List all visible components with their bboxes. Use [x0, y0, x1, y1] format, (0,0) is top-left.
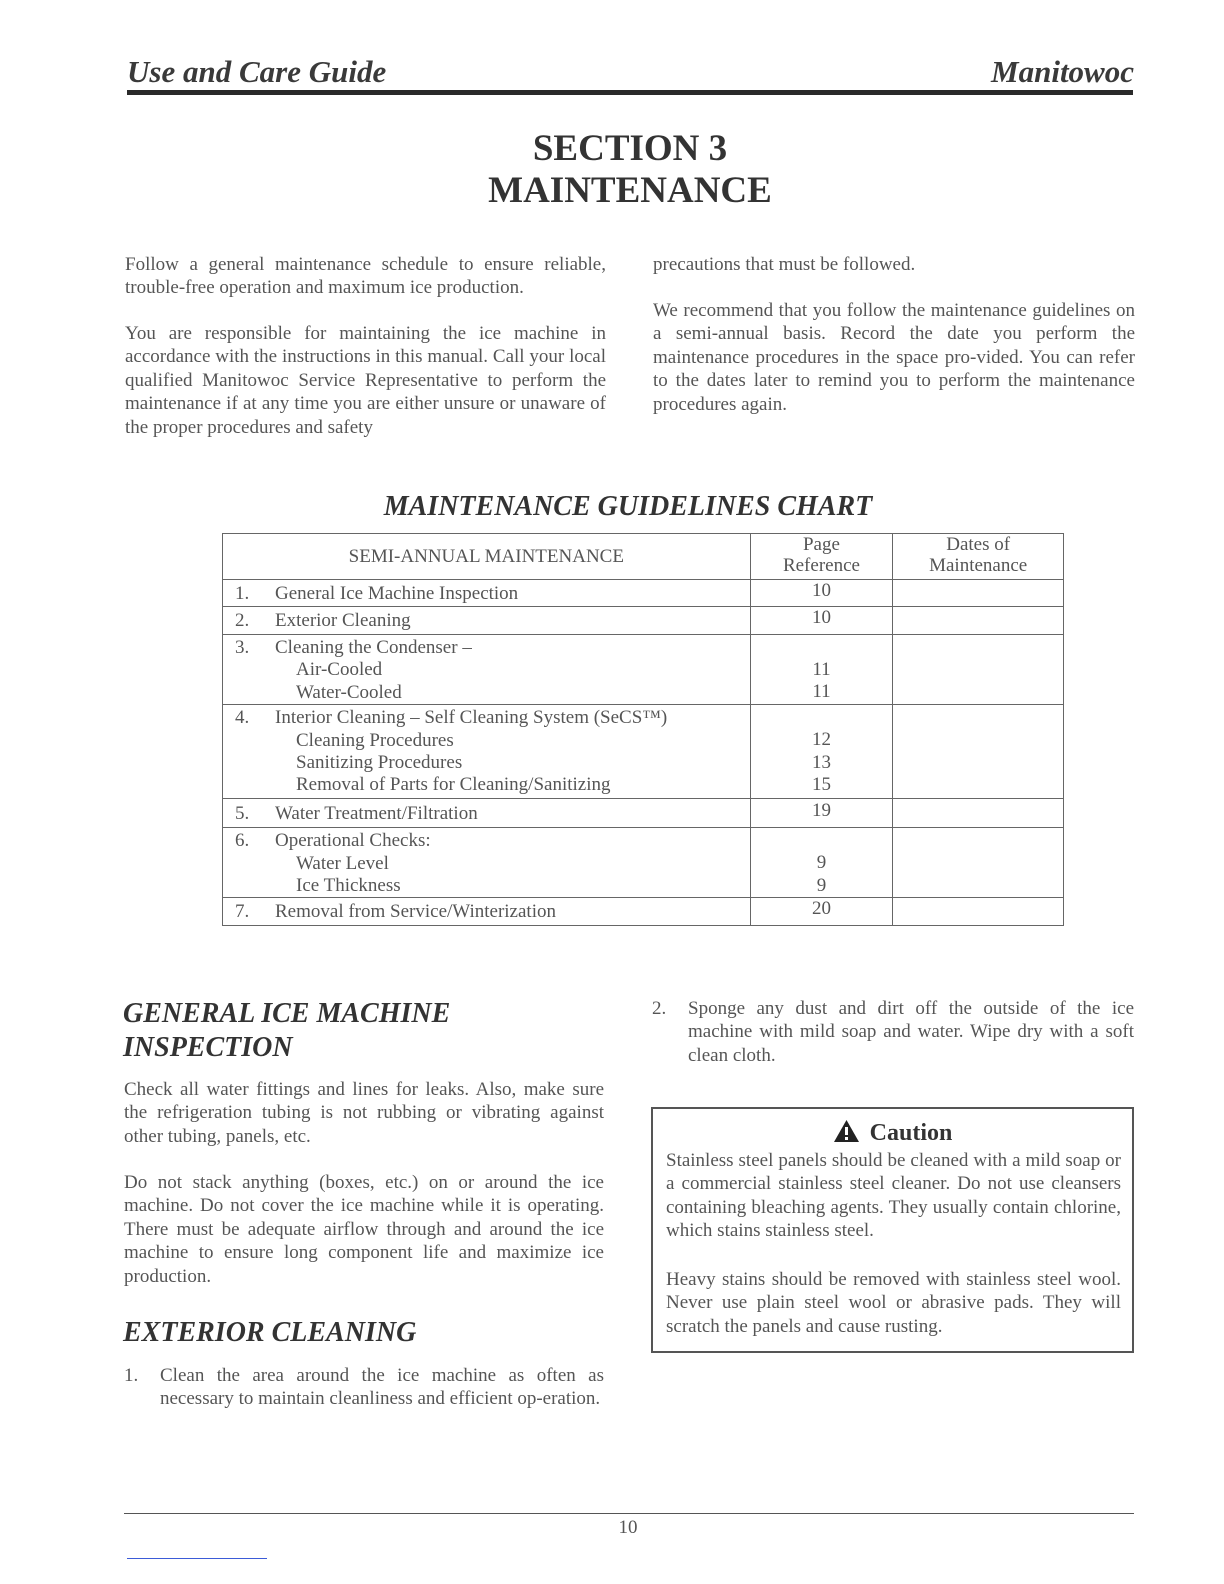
footer-blue-line [127, 1558, 267, 1559]
column-header-dates [893, 534, 1064, 580]
row-page-ref: 20 [811, 898, 831, 920]
row-task: Water Treatment/Filtration [275, 803, 478, 825]
row-date-cell [893, 580, 1064, 607]
inspection-paragraph-1: Check all water fittings and lines for leaks. Also, make sure the refrigeration tubing is not rubbing or vibrating against other tubing, panels, etc. [124, 1079, 604, 1147]
row-number: 1. [235, 583, 250, 604]
table-row [223, 607, 1064, 635]
row-date-cell [893, 828, 1064, 898]
inspection-heading-line2: INSPECTION [123, 1032, 293, 1063]
exterior-heading: EXTERIOR CLEANING [123, 1317, 417, 1348]
exterior-item1-number: 1. [124, 1365, 139, 1386]
row-task: General Ice Machine Inspection [275, 583, 519, 604]
row-page-ref: 9 [816, 874, 827, 896]
header-rule [127, 90, 1133, 95]
column-header-task: SEMI-ANNUAL MAINTENANCE [223, 534, 751, 580]
inspection-heading-line1: GENERAL ICE MACHINE [123, 998, 451, 1029]
intro-paragraph-2: You are responsible for maintaining the ice machine in accordance with the instructions in this manual. Call your local qualified Manitowoc Service Representative to perform the maintenance if at any time you are either unsure or unaware of the proper procedures and safety [125, 323, 606, 438]
row-number: 6. [235, 830, 250, 852]
row-date-cell [893, 705, 1064, 799]
column-header-page [750, 534, 893, 580]
exterior-item2-text: Sponge any dust and dirt off the outside of the ice machine with mild soap and water. Wipe dry with a soft clean cloth. [688, 998, 1134, 1066]
caution-paragraph-1: Stainless steel panels should be cleaned with a mild soap or a commercial stainless steel cleaner. Do not use cleansers containing bleaching agents. They usually contain chlorine, which stains stainless steel. [666, 1150, 1121, 1242]
header-left-title: Use and Care Guide [127, 54, 387, 89]
caution-paragraph-2: Heavy stains should be removed with stainless steel wool. Never use plain steel wool or abrasive pads. They will scratch the panels and cause rusting. [666, 1269, 1121, 1337]
row-date-cell [893, 898, 1064, 926]
column-header-page-line2: Reference [782, 555, 860, 576]
table-row [223, 705, 1064, 799]
intro-paragraph-1: Follow a general maintenance schedule to ensure reliable, trouble-free operation and maximum ice production. [125, 254, 606, 299]
row-subtask: Air-Cooled [296, 659, 383, 681]
intro-paragraph-3: We recommend that you follow the maintenance guidelines on a semi-annual basis. Record the date you perform the maintenance procedures in the space pro-vided. You can refer to the dates later to remind you to perform the maintenance procedures again. [653, 300, 1135, 415]
column-header-dates-line2: Maintenance [929, 555, 1028, 576]
row-date-cell [893, 607, 1064, 635]
row-number: 3. [235, 637, 250, 658]
table-row [223, 799, 1064, 828]
row-page-ref: 13 [811, 751, 831, 773]
row-page-ref: 11 [812, 681, 831, 703]
row-page-ref: 11 [812, 659, 831, 680]
table-row [223, 635, 1064, 705]
caution-title: Caution [869, 1120, 953, 1146]
table-row [223, 828, 1064, 898]
caution-header [653, 1119, 1132, 1147]
row-number: 5. [235, 803, 250, 825]
page-number: 10 [618, 1517, 638, 1538]
row-task: Interior Cleaning – Self Cleaning System (SeCS™) [275, 707, 668, 729]
row-subtask: Water Level [296, 852, 389, 874]
warning-triangle-icon [833, 1119, 860, 1143]
row-page-ref: 9 [816, 852, 827, 874]
row-number: 2. [235, 610, 250, 631]
column-header-dates-line1: Dates of [946, 534, 1011, 555]
row-task: Removal from Service/Winterization [275, 901, 556, 923]
intro-paragraph-2-continued: precautions that must be followed. [653, 254, 916, 275]
row-number: 4. [235, 707, 250, 729]
row-date-cell [893, 799, 1064, 828]
table-row [223, 580, 1064, 607]
row-page-ref: 15 [811, 774, 831, 796]
row-page-ref: 10 [811, 607, 831, 628]
header-right-title: Manitowoc [991, 54, 1134, 89]
exterior-item2-number: 2. [652, 998, 667, 1019]
section-number: SECTION 3 [532, 128, 728, 169]
exterior-item1-text: Clean the area around the ice machine as often as necessary to maintain cleanliness and efficient op-eration. [160, 1365, 604, 1410]
table-header-row [223, 534, 1064, 580]
row-page-ref: 19 [811, 800, 831, 822]
row-subtask: Cleaning Procedures [296, 729, 454, 751]
table-row [223, 898, 1064, 926]
row-subtask: Ice Thickness [296, 875, 401, 897]
row-task: Operational Checks: [275, 830, 431, 852]
column-header-page-line1: Page [802, 534, 840, 555]
row-task: Exterior Cleaning [275, 610, 411, 631]
row-page-ref: 10 [811, 580, 831, 601]
inspection-paragraph-2: Do not stack anything (boxes, etc.) on or around the ice machine. Do not cover the ice machine while it is operating. There must be adequate airflow through and around the ice machine to ensure long component life and maximize ice production. [124, 1172, 604, 1287]
chart-title: MAINTENANCE GUIDELINES CHART [383, 491, 873, 522]
row-page-ref: 12 [811, 729, 831, 751]
maintenance-guidelines-table [222, 533, 1064, 926]
row-subtask: Sanitizing Procedures [296, 752, 463, 774]
row-date-cell [893, 635, 1064, 705]
caution-box [651, 1107, 1134, 1353]
row-subtask: Removal of Parts for Cleaning/Sanitizing [296, 774, 611, 796]
section-title: MAINTENANCE [488, 170, 772, 211]
footer-rule [124, 1513, 1134, 1514]
row-task: Cleaning the Condenser – [275, 637, 472, 658]
row-number: 7. [235, 901, 250, 923]
row-subtask: Water-Cooled [296, 681, 402, 703]
